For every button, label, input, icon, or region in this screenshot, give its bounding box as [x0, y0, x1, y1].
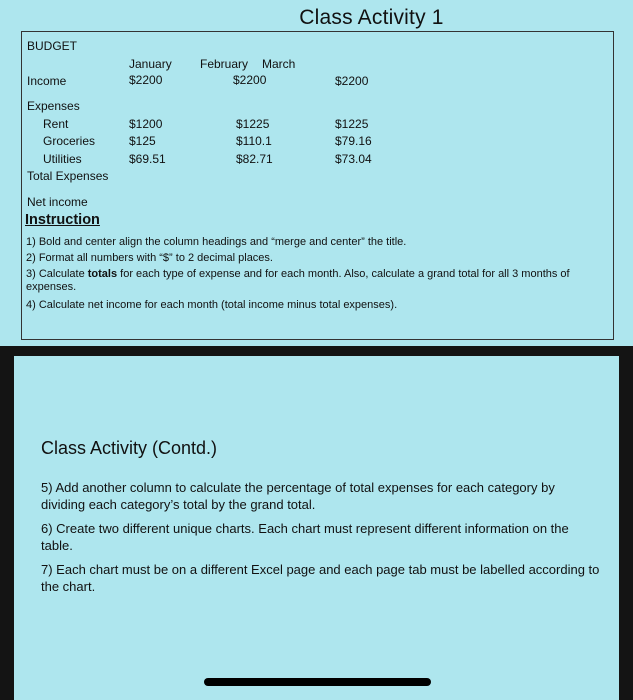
total-expenses-label: Total Expenses [27, 169, 109, 183]
utilities-label: Utilities [43, 152, 82, 166]
rent-february: $1225 [236, 117, 270, 131]
utilities-february: $82.71 [236, 152, 273, 166]
slide-title: Class Activity (Contd.) [41, 438, 218, 458]
groceries-label: Groceries [43, 134, 96, 148]
rent-january: $1200 [129, 117, 163, 131]
instruction-3-bold: totals [87, 268, 118, 280]
instruction-3-post: for each type of expense and for each month. Also, calculate a grand total for all 3 months of expenses. [26, 268, 570, 293]
instruction-3-pre: 3) Calculate [26, 268, 88, 280]
slide-title: Class Activity 1 [299, 6, 444, 29]
instruction-1: 1) Bold and center align the column headings and “merge and center” the title. [26, 236, 407, 248]
column-header-march: March [262, 57, 296, 71]
net-income-label: Net income [27, 195, 88, 209]
groceries-february: $110.1 [236, 134, 272, 148]
slide-class-activity-contd [14, 356, 619, 700]
instruction-heading: Instruction [25, 212, 100, 228]
income-february: $2200 [233, 73, 267, 87]
utilities-january: $69.51 [129, 152, 166, 166]
instruction-5: 5) Add another column to calculate the percentage of total expenses for each category by dividing each category’s total by the grand total. [41, 480, 555, 512]
income-march: $2200 [335, 74, 369, 88]
instruction-7: 7) Each chart must be on a different Excel page and each page tab must be labelled according to the chart. [41, 562, 600, 594]
slide-divider [0, 346, 633, 356]
budget-label: BUDGET [27, 39, 78, 53]
groceries-march: $79.16 [335, 134, 372, 148]
instruction-6: 6) Create two different unique charts. Each chart must represent different information on the table. [41, 521, 569, 553]
groceries-january: $125 [129, 134, 156, 148]
rent-march: $1225 [335, 117, 369, 131]
instruction-4: 4) Calculate net income for each month (total income minus total expenses). [26, 299, 398, 311]
home-indicator[interactable] [204, 678, 431, 686]
column-header-january: January [129, 57, 172, 71]
column-header-february: February [200, 57, 249, 71]
expenses-label: Expenses [27, 99, 80, 113]
income-january: $2200 [129, 73, 163, 87]
instruction-2: 2) Format all numbers with “$” to 2 decimal places. [26, 252, 273, 264]
slide-class-activity-1 [0, 0, 633, 346]
utilities-march: $73.04 [335, 152, 372, 166]
instruction-3 [26, 268, 614, 294]
rent-label: Rent [43, 117, 69, 131]
income-label: Income [27, 74, 67, 88]
